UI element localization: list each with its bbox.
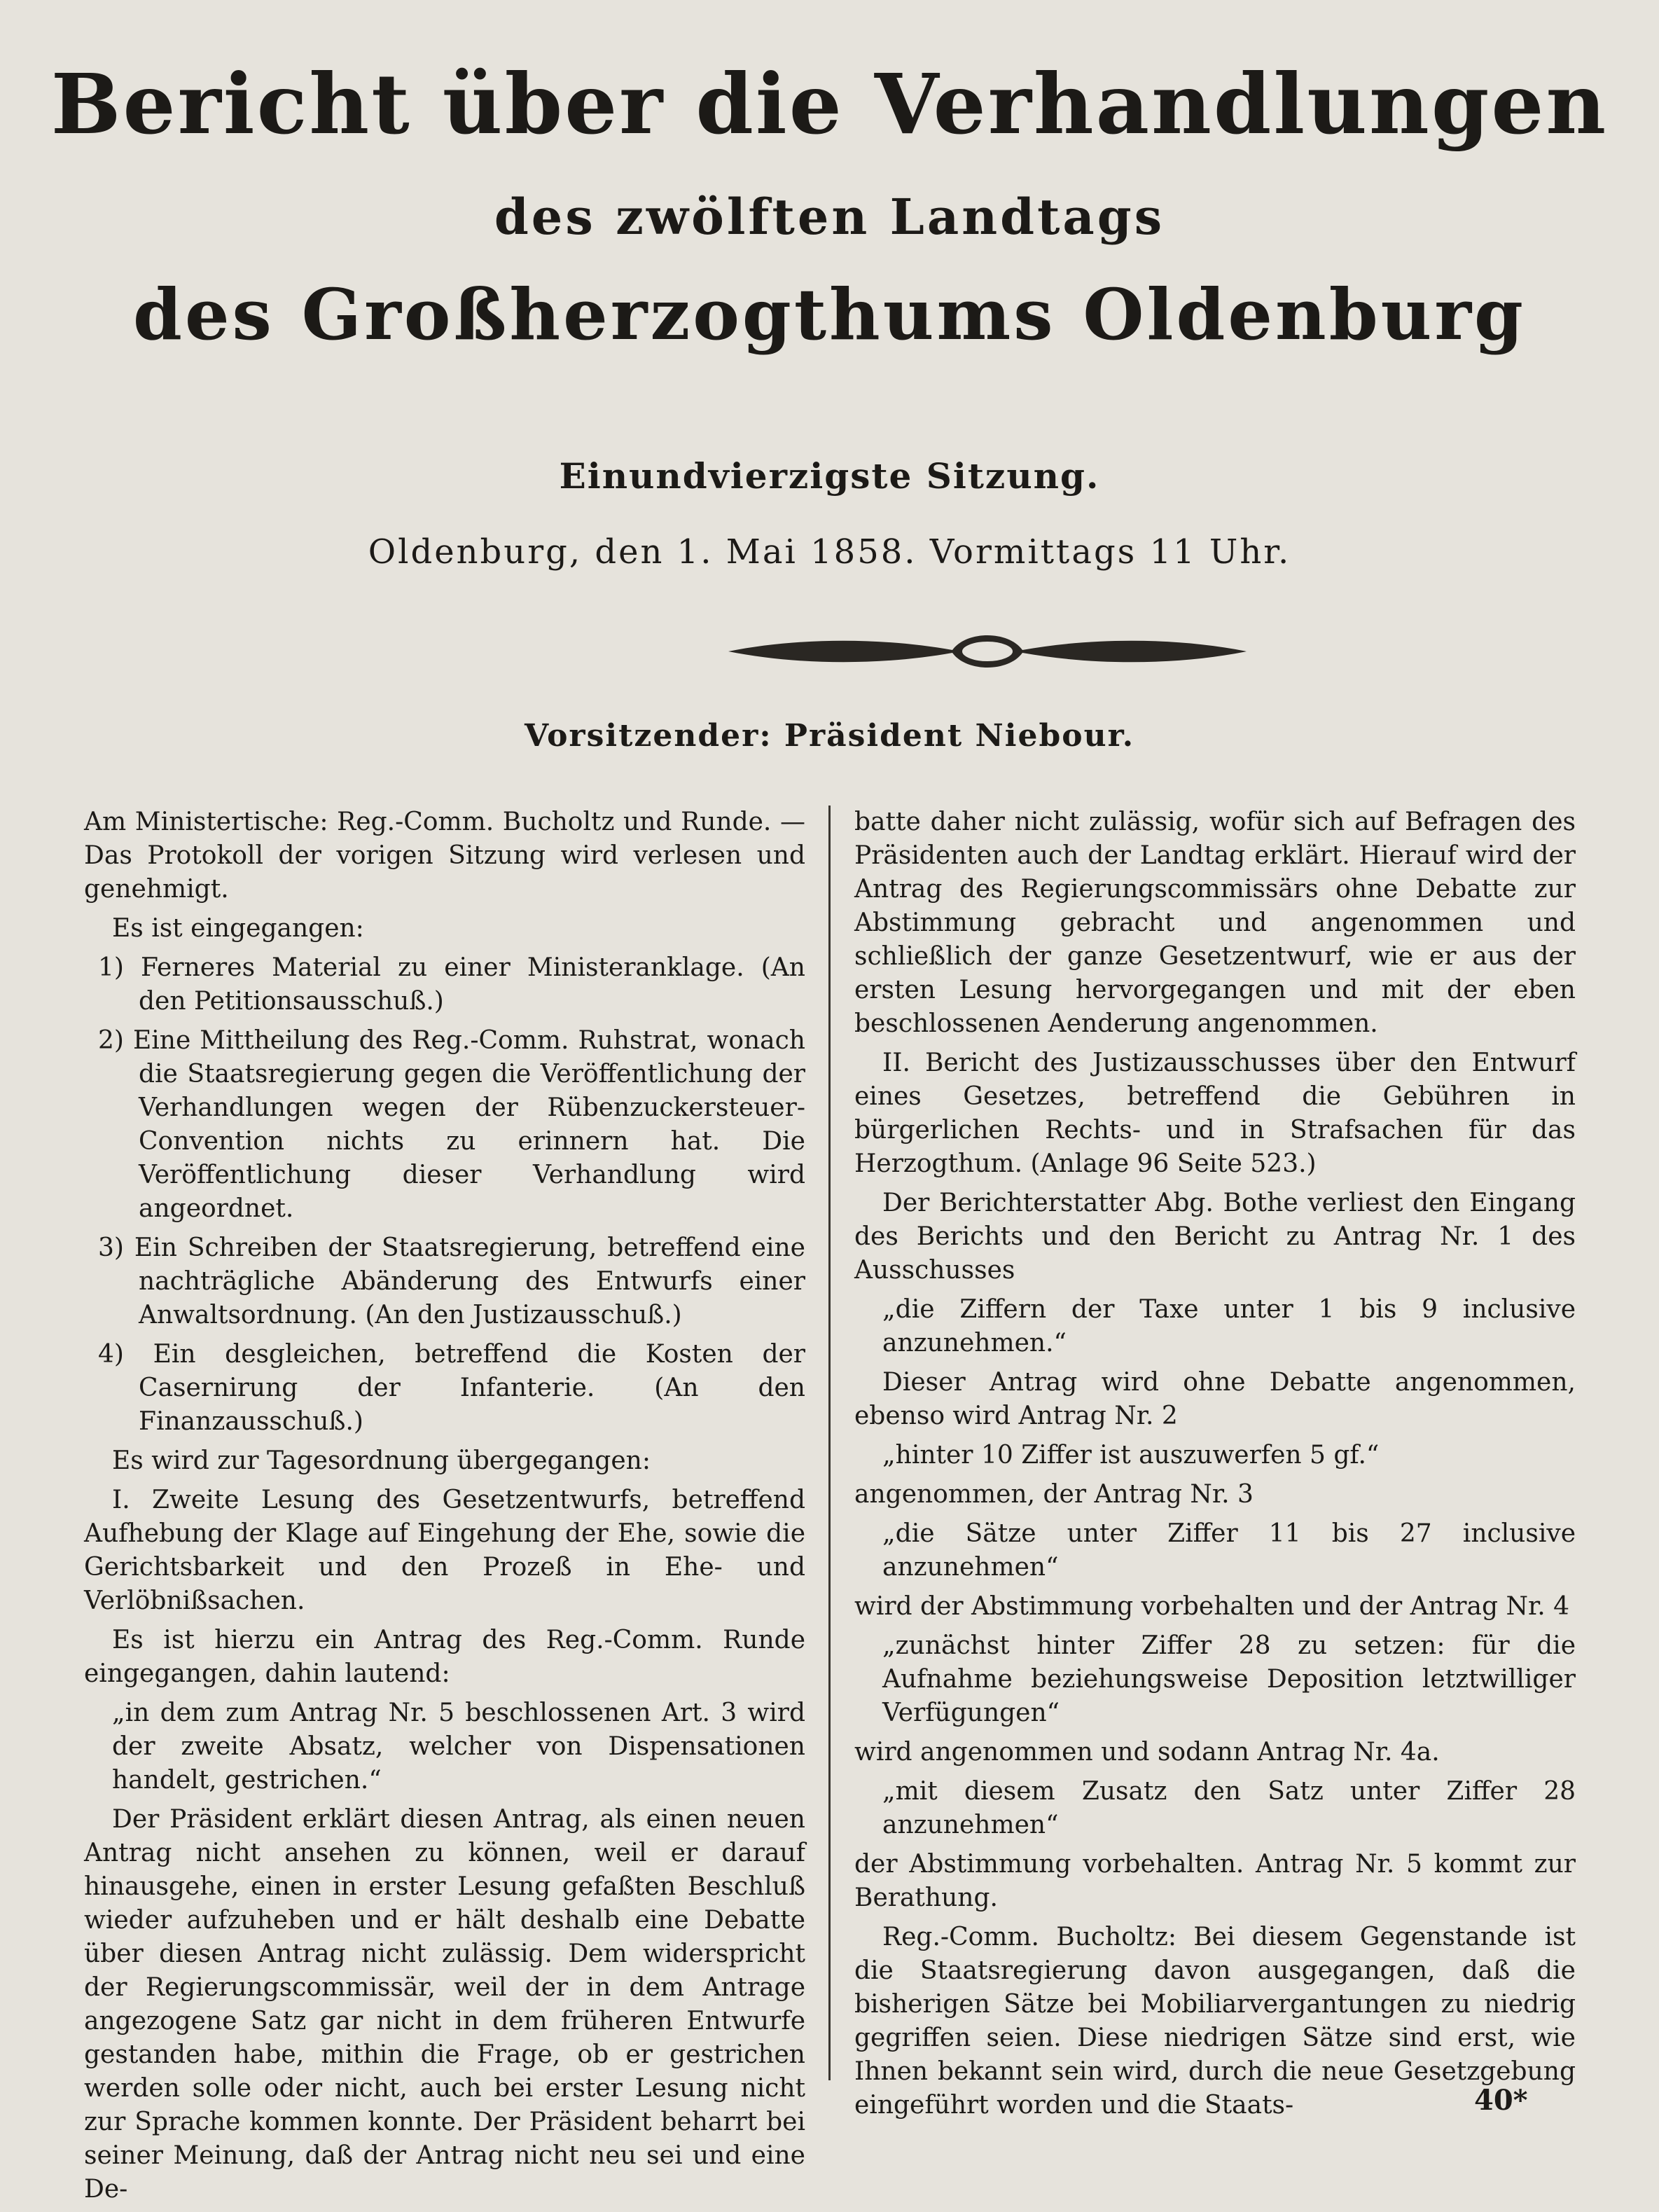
vote-paragraph: Dieser Antrag wird ohne Debatte angenommen, ebenso wird Antrag Nr. 2 bbox=[854, 1368, 1576, 1430]
right-column bbox=[854, 806, 1576, 2128]
ornament-divider bbox=[714, 616, 1261, 686]
agenda-paragraph: Es wird zur Tagesordnung übergegangen: bbox=[112, 1446, 651, 1475]
commissioner-paragraph: Reg.-Comm. Bucholtz: Bei diesem Gegenstande ist die Staatsregierung davon ausgegangen, daß die bisherigen Sätze bei Mobiliarvergantungen zu niedrig gegriffen seien. Diese niedrigen Sätze sind erst, wie Ihnen bekannt sein wird, durch die neue Gesetzgebung eingeführt worden und die Staats- bbox=[854, 1923, 1576, 2120]
vote-paragraph: angenommen, der Antrag Nr. 3 bbox=[854, 1480, 1254, 1509]
column-divider bbox=[828, 806, 831, 2080]
list-item: 4) Ein desgleichen, betreffend die Kosten der Casernirung der Infanterie. (An den Finanzausschuß.) bbox=[98, 1340, 805, 1436]
vote-paragraph: wird angenommen und sodann Antrag Nr. 4a. bbox=[854, 1738, 1440, 1767]
motion-quote: „hinter 10 Ziffer ist auszuwerfen 5 gf.“ bbox=[882, 1441, 1380, 1470]
chair-line: Vorsitzender: Präsident Niebour. bbox=[524, 718, 1135, 754]
subtitle-grossherzogthum: des Großherzogthums Oldenburg bbox=[133, 273, 1526, 356]
subtitle-landtag: des zwölften Landtags bbox=[494, 188, 1165, 246]
attendance-paragraph: Am Ministertische: Reg.-Comm. Bucholtz und Runde. — Das Protokoll der vorigen Sitzung wird verlesen und genehmigt. bbox=[84, 808, 805, 904]
motion-quote: „zunächst hinter Ziffer 28 zu setzen: für die Aufnahme beziehungsweise Deposition letztwilliger Verfügungen“ bbox=[882, 1631, 1576, 1727]
motion-quote: „die Sätze unter Ziffer 11 bis 27 inclusive anzunehmen“ bbox=[882, 1519, 1576, 1582]
president-paragraph: Der Präsident erklärt diesen Antrag, als einen neuen Antrag nicht ansehen zu können, weil er darauf hinausgehe, einen in erster Lesung gefaßten Beschluß wieder aufzuheben und er hält deshalb eine Debatte über diesen Antrag nicht zulässig. Dem widerspricht der Regierungscommissär, weil der in dem Antrage angezogene Satz gar nicht in dem früheren Entwurfe gestanden habe, mithin die Frage, ob er gestrichen werden solle oder nicht, auch bei erster Lesung nicht zur Sprache kommen konnte. Der Präsident beharrt bei seiner Meinung, daß der Antrag nicht neu sei und eine De- bbox=[84, 1805, 805, 2204]
dateline: Oldenburg, den 1. Mai 1858. Vormittags 11 Uhr. bbox=[368, 532, 1291, 572]
received-heading: Es ist eingegangen: bbox=[112, 914, 364, 943]
list-item: 2) Eine Mittheilung des Reg.-Comm. Ruhstrat, wonach die Staatsregierung gegen die Veröffentlichung der Verhandlungen wegen der Rübenzuckersteuer-Convention nichts zu erinnern hat. Die Veröffentlichung dieser Verhandlung wird angeordnet. bbox=[98, 1026, 805, 1223]
page-title: Bericht über die Verhandlungen bbox=[50, 55, 1609, 153]
debate-paragraph: batte daher nicht zulässig, wofür sich auf Befragen des Präsidenten auch der Landtag erklärt. Hierauf wird der Antrag des Regierungscommissärs ohne Debatte zur Abstimmung gebracht und angenommen und schließlich der ganze Gesetzentwurf, wie er aus der ersten Lesung hervorgegangen und mit der eben beschlossenen Aenderung angenommen. bbox=[854, 808, 1576, 1038]
session-heading: Einundvierzigste Sitzung. bbox=[559, 455, 1100, 497]
list-item: 3) Ein Schreiben der Staatsregierung, betreffend eine nachträgliche Abänderung des Entwurfs einer Anwaltsordnung. (An den Justizausschuß.) bbox=[98, 1233, 805, 1329]
list-item: 1) Ferneres Material zu einer Ministeranklage. (An den Petitionsausschuß.) bbox=[98, 953, 805, 1016]
motion-quote: „in dem zum Antrag Nr. 5 beschlossenen Art. 3 wird der zweite Absatz, welcher von Dispensationen handelt, gestrichen.“ bbox=[112, 1699, 805, 1795]
motion-quote: „mit diesem Zusatz den Satz unter Ziffer 28 anzunehmen“ bbox=[882, 1777, 1576, 1839]
vote-paragraph: wird der Abstimmung vorbehalten und der Antrag Nr. 4 bbox=[854, 1592, 1570, 1621]
vote-paragraph: der Abstimmung vorbehalten. Antrag Nr. 5 kommt zur Berathung. bbox=[854, 1850, 1576, 1912]
rapporteur-paragraph: Der Berichterstatter Abg. Bothe verliest den Eingang des Berichts und den Bericht zu Antrag Nr. 1 des Ausschusses bbox=[854, 1189, 1576, 1285]
page-number: 40* bbox=[1474, 2084, 1528, 2117]
left-column bbox=[84, 806, 805, 2212]
motion-quote: „die Ziffern der Taxe unter 1 bis 9 inclusive anzunehmen.“ bbox=[882, 1295, 1576, 1357]
agenda-item-two: II. Bericht des Justizausschusses über den Entwurf eines Gesetzes, betreffend die Gebühren in bürgerlichen Rechts- und in Strafsachen für das Herzogthum. (Anlage 96 Seite 523.) bbox=[854, 1049, 1576, 1178]
motion-paragraph: Es ist hierzu ein Antrag des Reg.-Comm. Runde eingegangen, dahin lautend: bbox=[84, 1626, 805, 1688]
agenda-item-one: I. Zweite Lesung des Gesetzentwurfs, betreffend Aufhebung der Klage auf Eingehung der Ehe, sowie die Gerichtsbarkeit und den Prozeß in Ehe- und Verlöbnißsachen. bbox=[84, 1486, 805, 1615]
